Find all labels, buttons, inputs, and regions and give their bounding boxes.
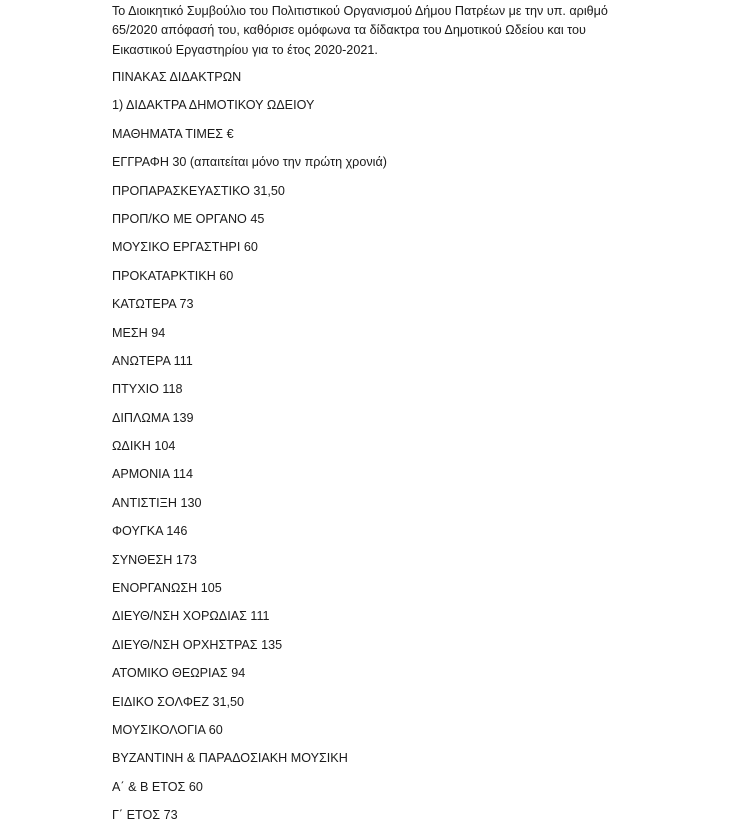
section-heading: 1) ΔΙΔΑΚΤΡΑ ΔΗΜΟΤΙΚΟΥ ΩΔΕΙΟΥ: [112, 98, 315, 113]
intro-line: Εικαστικού Εργαστηρίου για το έτος 2020-2021.: [112, 42, 378, 57]
fee-line: ΔΙΕΥΘ/ΝΣΗ ΧΟΡΩΔΙΑΣ 111: [112, 609, 270, 624]
fee-line: ΕΙΔΙΚΟ ΣΟΛΦΕΖ 31,50: [112, 694, 245, 709]
fee-line: ΩΔΙΚΗ 104: [112, 439, 176, 454]
fee-line: Γ΄ ΕΤΟΣ 73: [112, 808, 178, 823]
intro-line: 65/2020 απόφασή του, καθόρισε ομόφωνα τα δίδακτρα του Δημοτικού Ωδείου και του: [112, 23, 586, 38]
fee-line: ΕΝΟΡΓΑΝΩΣΗ 105: [112, 581, 222, 596]
intro-paragraph: [112, 2, 672, 60]
fee-line: ΔΙΕΥΘ/ΝΣΗ ΟΡΧΗΣΤΡΑΣ 135: [112, 637, 283, 652]
fee-line: ΜΕΣΗ 94: [112, 325, 166, 340]
fee-line: ΑΝΩΤΕΡΑ 111: [112, 353, 193, 368]
fee-line: ΠΡΟΠ/ΚΟ ΜΕ ΟΡΓΑΝΟ 45: [112, 211, 265, 226]
fee-line: ΠΡΟΠΑΡΑΣΚΕΥΑΣΤΙΚΟ 31,50: [112, 183, 285, 198]
column-header: ΜΑΘΗΜΑΤΑ ΤΙΜΕΣ €: [112, 126, 234, 141]
fee-line: ΑΝΤΙΣΤΙΞΗ 130: [112, 495, 202, 510]
intro-line: Το Διοικητικό Συμβούλιο του Πολιτιστικού Οργανισμού Δήμου Πατρέων με την υπ. αριθμό: [112, 4, 608, 18]
fee-list: [112, 67, 387, 834]
fee-line: ΦΟΥΓΚΑ 146: [112, 524, 188, 539]
fee-line: ΜΟΥΣΙΚΟΛΟΓΙΑ 60: [112, 722, 223, 737]
fee-line: ΔΙΠΛΩΜΑ 139: [112, 410, 194, 425]
subsection-heading: ΒΥΖΑΝΤΙΝΗ & ΠΑΡΑΔΟΣΙΑΚΗ ΜΟΥΣΙΚΗ: [112, 751, 348, 766]
fee-line: ΑΡΜΟΝΙΑ 114: [112, 467, 193, 482]
fee-line: ΠΡΟΚΑΤΑΡΚΤΙΚΗ 60: [112, 268, 234, 283]
fee-line: Α΄ & Β ΕΤΟΣ 60: [112, 779, 203, 794]
fee-line: ΠΤΥΧΙΟ 118: [112, 382, 183, 397]
table-title: ΠΙΝΑΚΑΣ ΔΙΔΑΚΤΡΩΝ: [112, 70, 242, 84]
fee-line: ΣΥΝΘΕΣΗ 173: [112, 552, 197, 567]
fee-line: ΚΑΤΩΤΕΡΑ 73: [112, 297, 194, 312]
fee-line: ΜΟΥΣΙΚΟ ΕΡΓΑΣΤΗΡΙ 60: [112, 240, 258, 255]
fee-line: ΕΓΓΡΑΦΗ 30 (απαιτείται μόνο την πρώτη χρονιά): [112, 155, 387, 170]
fee-line: ΑΤΟΜΙΚΟ ΘΕΩΡΙΑΣ 94: [112, 666, 246, 681]
